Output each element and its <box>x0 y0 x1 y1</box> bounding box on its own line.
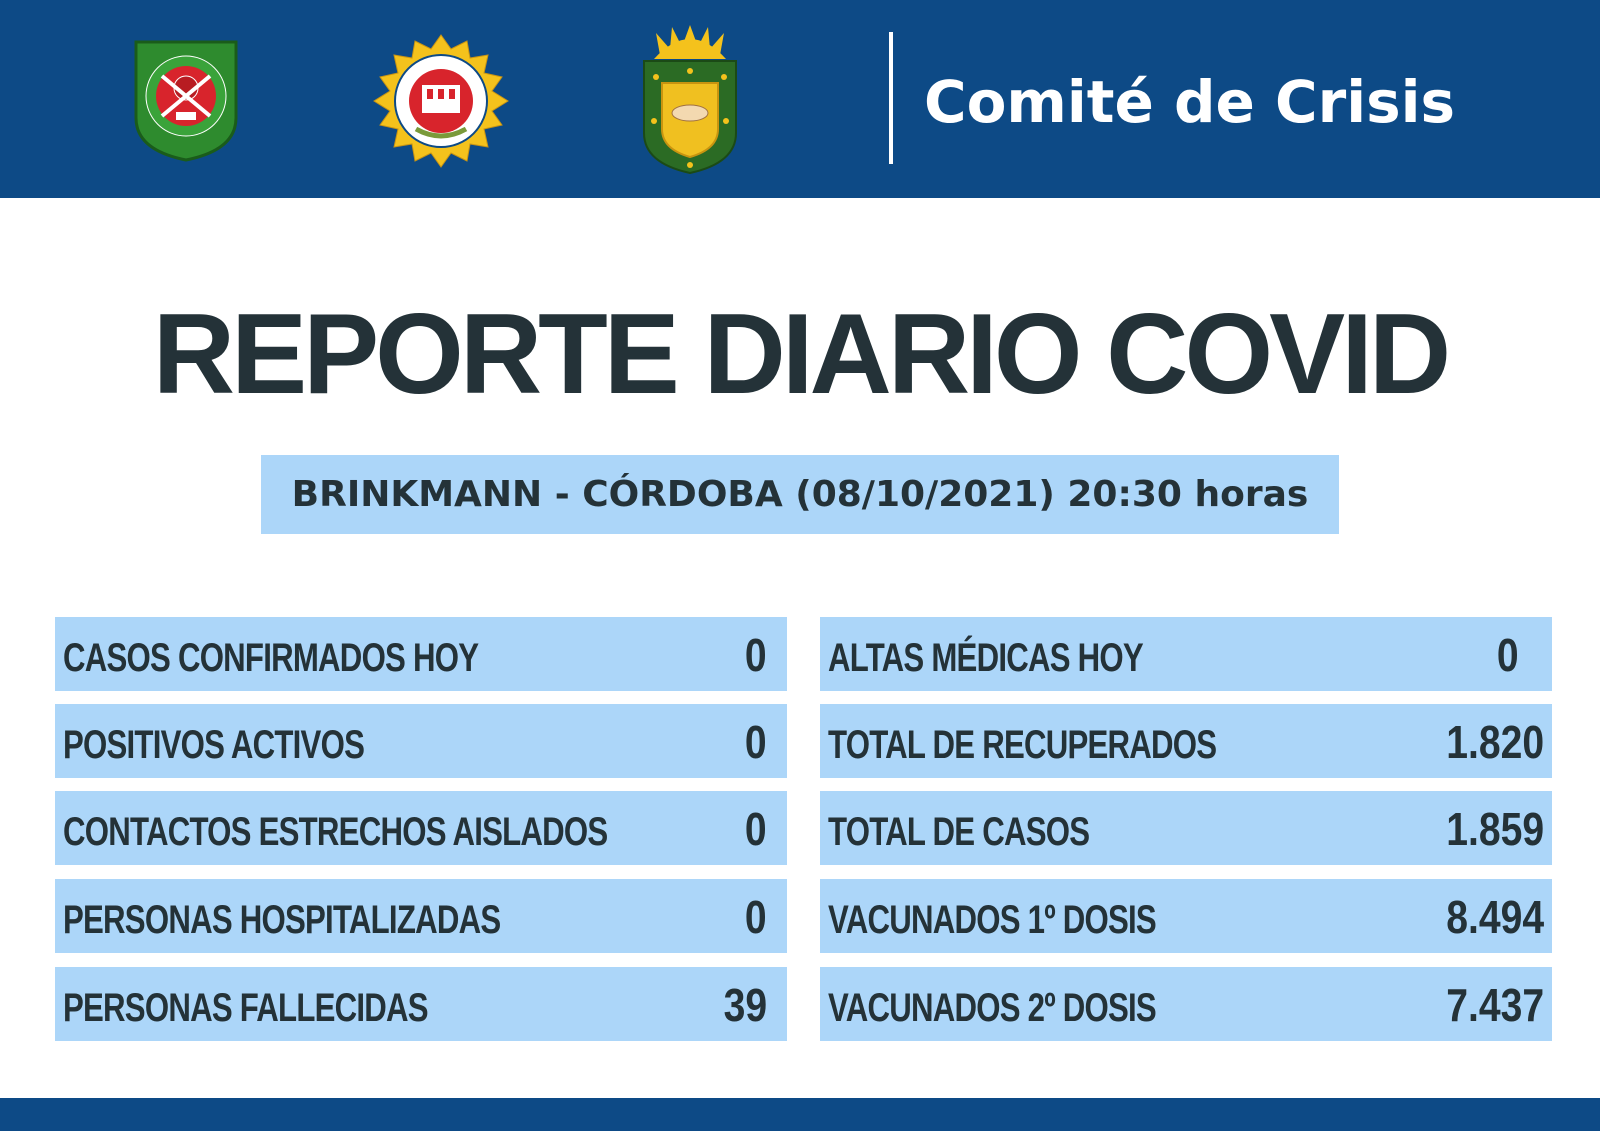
stat-label: TOTAL DE CASOS <box>828 810 1090 854</box>
stat-value: 0 <box>745 891 767 943</box>
stat-label: PERSONAS FALLECIDAS <box>63 986 428 1030</box>
stat-row-vacunados-1-dosis <box>820 879 1552 953</box>
stat-label: POSITIVOS ACTIVOS <box>63 723 365 767</box>
header-title: Comité de Crisis <box>924 68 1456 136</box>
stat-label: ALTAS MÉDICAS HOY <box>828 636 1143 680</box>
stat-label: CASOS CONFIRMADOS HOY <box>63 636 479 680</box>
stat-value: 0 <box>1497 629 1519 681</box>
stat-row-altas-medicas-hoy <box>820 617 1552 691</box>
policia-cordoba-logo <box>372 33 510 169</box>
municipio-brinkmann-shield <box>640 25 740 175</box>
stat-row-casos-confirmados-hoy <box>55 617 787 691</box>
stat-value: 39 <box>723 979 767 1031</box>
stat-value: 1.820 <box>1446 716 1544 768</box>
stat-value: 1.859 <box>1446 803 1544 855</box>
header-divider <box>889 32 893 164</box>
stat-value: 0 <box>745 716 767 768</box>
stat-value: 0 <box>745 629 767 681</box>
report-title: REPORTE DIARIO COVID <box>152 291 1448 418</box>
stat-row-positivos-activos <box>55 704 787 778</box>
report-subtitle: BRINKMANN - CÓRDOBA (08/10/2021) 20:30 horas <box>291 474 1309 515</box>
report-subtitle-box <box>261 455 1339 534</box>
stat-row-contactos-estrechos-aislados <box>55 791 787 865</box>
stat-row-personas-hospitalizadas <box>55 879 787 953</box>
stat-row-total-de-casos <box>820 791 1552 865</box>
stat-label: VACUNADOS 1º DOSIS <box>828 898 1156 942</box>
stat-label: TOTAL DE RECUPERADOS <box>828 723 1217 767</box>
stat-label: PERSONAS HOSPITALIZADAS <box>63 898 501 942</box>
stat-label: VACUNADOS 2º DOSIS <box>828 986 1156 1030</box>
stat-row-personas-fallecidas <box>55 967 787 1041</box>
header-bar <box>0 0 1600 198</box>
footer-bar <box>0 1098 1600 1131</box>
stat-value: 8.494 <box>1446 891 1544 943</box>
stat-label: CONTACTOS ESTRECHOS AISLADOS <box>63 810 608 854</box>
stat-value: 7.437 <box>1446 979 1544 1031</box>
stat-row-vacunados-2-dosis <box>820 967 1552 1041</box>
bomberos-voluntarios-logo <box>132 38 240 164</box>
stat-row-total-de-recuperados <box>820 704 1552 778</box>
stat-value: 0 <box>745 803 767 855</box>
